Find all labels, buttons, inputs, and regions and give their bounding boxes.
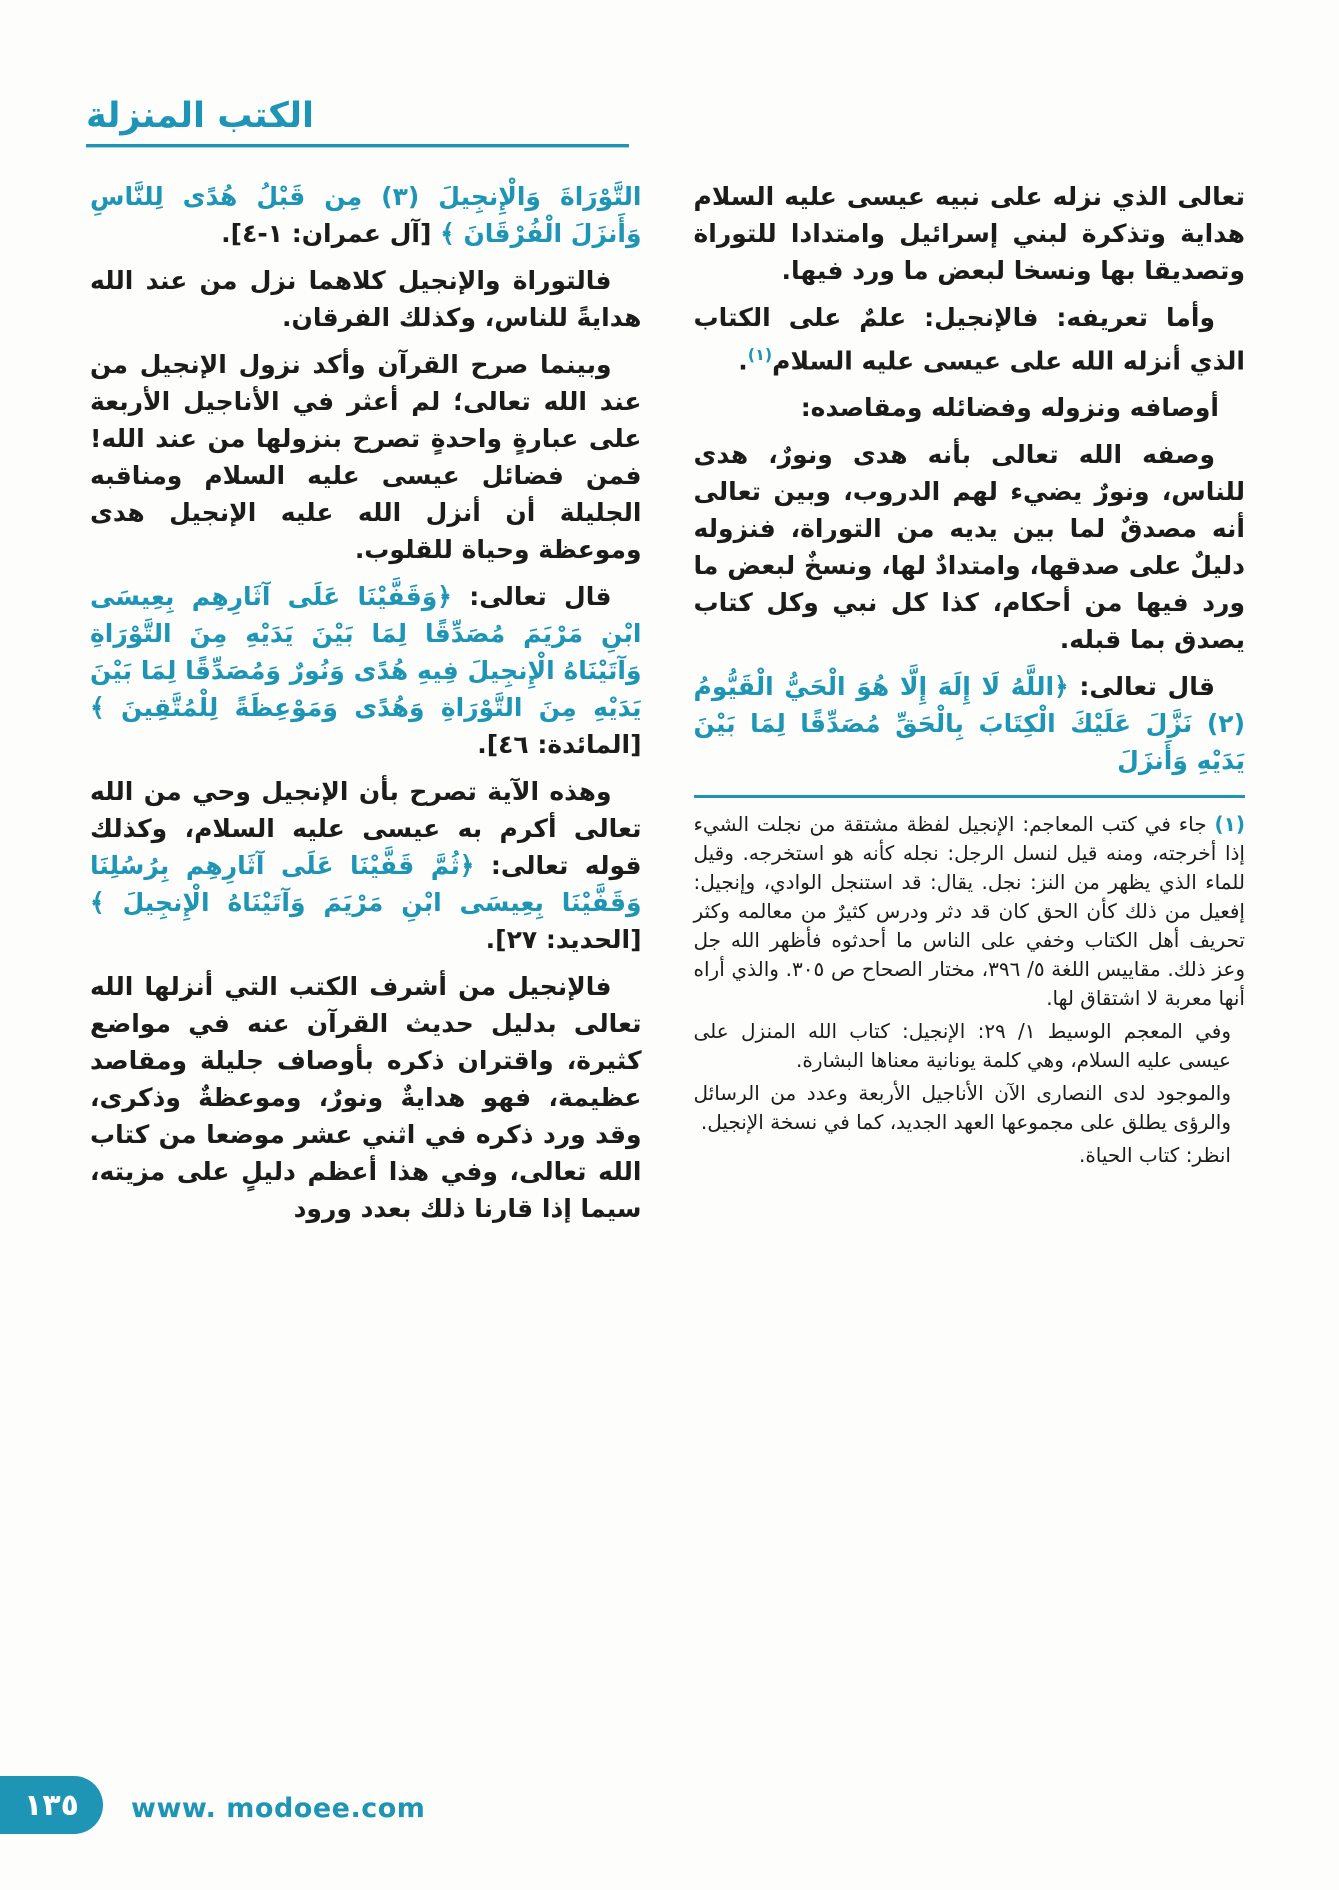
paragraph: فالتوراة والإنجيل كلاهما نزل من عند الله هدايةً للناس، وكذلك الفرقان. [90,266,642,332]
page-columns [90,178,1245,1237]
quran-quote: ﴿اللَّهُ لَا إِلَهَ إِلَّا هُوَ الْحَيُّ الْقَيُّومُ (٢) نَزَّلَ عَلَيْكَ الْكِتَابَ بِالْحَقِّ مُصَدِّقًا لِمَا بَيْنَ يَدَيْهِ وَأَنزَلَ [693,672,1245,776]
page-number: ١٣٥ [24,1787,79,1823]
book-title-logo: الكتب المنزلة [86,96,315,136]
section-heading: أوصافه ونزوله وفضائله ومقاصده: [800,393,1219,423]
verse-reference: [آل عمران: ١-٤]. [221,219,432,248]
left-column [90,178,642,1237]
header-rule [86,144,629,148]
paragraph [694,299,1246,379]
website-url: www. modoee.com [131,1793,426,1824]
right-column [694,178,1246,1237]
footnote: والموجود لدى النصارى الآن الأناجيل الأربعة وعدد من الرسائل والرؤى يطلق على مجموعها العهد الجديد، كما في نسخة الإنجيل. [693,1081,1231,1135]
footnote-separator [694,795,1246,798]
paragraph [90,773,642,958]
quran-quote: التَّوْرَاةَ وَالْإِنجِيلَ (٣) مِن قَبْلُ هُدًى لِلنَّاسِ وَأَنزَلَ الْفُرْقَانَ ﴾ [90,182,642,248]
footnote [694,810,1246,1013]
paragraph [90,578,642,763]
verse-reference: [الحديد: ٢٧]. [485,925,642,954]
quote-intro: قال تعالى: [1068,672,1215,702]
paragraph: وصفه الله تعالى بأنه هدى ونورٌ، هدى للناس، ونورٌ يضيء لهم الدروب، وبين تعالى أنه مصدقٌ لما بين يديه من التوراة، فنزوله دليلٌ على صدقها، وامتدادٌ لها، ونسخٌ لبعض ما ورد فيها من أحكام، كذا كل نبي وكل كتاب يصدق بما قبله. [693,440,1245,655]
page-header [86,96,1245,148]
footnote: انظر: كتاب الحياة. [1078,1143,1231,1168]
footnote-number: (١) [1214,812,1245,837]
paragraph: فالإنجيل من أشرف الكتب التي أنزلها الله تعالى بدليل حديث القرآن عنه في مواضع كثيرة، واقتران ذكره بأوصاف جليلة ومقاصد عظيمة، فهو هدايةٌ ونورٌ، وموعظةٌ وذكرى، وقد ورد ذكره في اثني عشر موضعا من كتاب الله تعالى، وفي هذا أعظم دليلٍ على مزيته، سيما إذا قارنا ذلك بعدد ورود [90,972,642,1223]
page-number-badge [0,1776,103,1834]
paragraph [694,668,1246,779]
quran-quote: ﴿وَقَفَّيْنَا عَلَى آثَارِهِم بِعِيسَى ابْنِ مَرْيَمَ مُصَدِّقًا لِمَا بَيْنَ يَدَيْهِ مِنَ التَّوْرَاةِ وَآتَيْنَاهُ الْإِنجِيلَ فِيهِ هُدًى وَنُورٌ وَمُصَدِّقًا لِمَا بَيْنَ يَدَيْهِ مِنَ التَّوْرَاةِ وَهُدًى وَمَوْعِظَةً لِلْمُتَّقِينَ ﴾ [90,582,642,722]
verse-reference: [المائدة: ٤٦]. [477,730,642,759]
paragraph [90,178,642,252]
footnote: وفي المعجم الوسيط ١/ ٢٩: الإنجيل: كتاب الله المنزل على عيسى عليه السلام، وهي كلمة يونانية معناها البشارة. [693,1019,1231,1073]
paragraph-text: وأما تعريفه: فالإنجيل: علمٌ على الكتاب الذي أنزله الله على عيسى عليه السلام [693,303,1245,376]
quran-quote: ﴿ثُمَّ قَفَّيْنَا عَلَى آثَارِهِم بِرُسُلِنَا وَقَفَّيْنَا بِعِيسَى ابْنِ مَرْيَمَ وَآتَيْنَاهُ الْإِنجِيلَ ﴾ [90,851,642,917]
quote-intro: قال تعالى: [451,582,612,611]
footnote-text: جاء في كتب المعاجم: الإنجيل لفظة مشتقة من نجلت الشيء إذا أخرجته، ومنه قيل لنسل الرجل: نجله كأنه هو استخرجه. وقيل للماء الذي يظهر من النز: نجل. يقال: قد استنجل الوادي، وإنجيل: إفعيل من ذلك كأن الحق كان قد دثر ودرس كثيرٌ من معالمه وكثر تحريف أهل الكتاب وخفي على الناس ما أحدثوه فأظهر الله جل وعز ذلك. مقاييس اللغة ٥/ ٣٩٦، مختار الصحاح ص ٣٠٥. والذي أراه أنها معربة لا اشتقاق لها. [693,812,1245,1011]
paragraph: وبينما صرح القرآن وأكد نزول الإنجيل من عند الله تعالى؛ لم أعثر في الأناجيل الأربعة على عبارةٍ واحدةٍ تصرح بنزولها من عند الله! فمن فضائل عيسى عليه السلام ومناقبه الجليلة أن أنزل الله عليه الإنجيل هدى وموعظة وحياة للقلوب. [90,350,642,564]
paragraph: تعالى الذي نزله على نبيه عيسى عليه السلام هداية وتذكرة لبني إسرائيل وامتدادا للتوراة وتصديقا بها ونسخا لبعض ما ورد فيها. [693,182,1245,285]
footnote-marker: (١) [747,345,773,364]
paragraph-text: وهذه الآية تصرح بأن الإنجيل وحي من الله تعالى أكرم به عيسى عليه السلام، وكذلك قوله تعالى: [90,777,642,880]
paragraph-text: . [738,346,748,376]
footnotes-block [694,810,1246,1170]
